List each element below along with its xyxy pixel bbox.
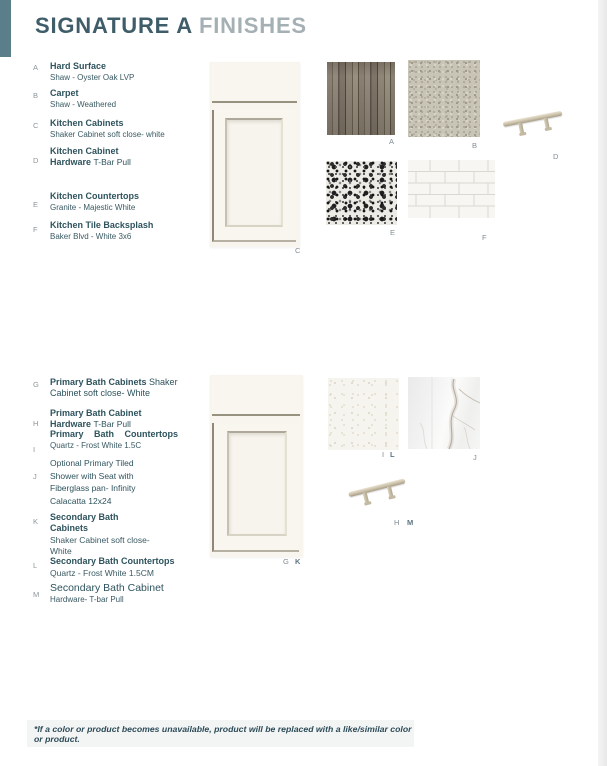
item-title: Kitchen Countertops [50, 191, 139, 201]
tile-backsplash-swatch [408, 160, 495, 218]
item-title-bold: Primary Bath Cabinets [50, 377, 147, 387]
item-title: Carpet [50, 88, 79, 98]
swatch-label-h: H [394, 518, 400, 527]
swatch-label-i: I [382, 450, 385, 459]
item-title-line2-bold: Hardware [50, 157, 92, 167]
hard-surface-flooring-swatch [327, 62, 395, 135]
footer-disclaimer-band [27, 720, 414, 747]
cabinet-door-panel [227, 431, 287, 536]
swatch-label-f: F [482, 233, 487, 242]
item-letter: I [33, 445, 36, 454]
header-accent-bar [0, 0, 11, 57]
swatch-label-d: D [553, 152, 559, 161]
finish-item-e [33, 191, 184, 213]
item-subtitle: Granite - Majestic White [50, 203, 136, 212]
quartz-countertop-swatch [328, 378, 399, 450]
item-letter: H [33, 419, 39, 428]
item-subtitle: Cabinet soft close- White [50, 388, 151, 398]
swatch-label-a: A [389, 137, 395, 146]
cabinet-door-front [212, 110, 296, 242]
item-letter: K [33, 517, 39, 526]
pull-leg [518, 122, 524, 134]
item-letter: M [33, 590, 40, 599]
finish-item-i [33, 429, 178, 454]
item-letter: D [33, 156, 39, 165]
cabinet-door-panel [225, 118, 283, 227]
cabinet-door-front [212, 423, 299, 552]
item-letter: L [33, 561, 38, 570]
page-right-edge [598, 0, 607, 766]
finish-item-g [33, 377, 186, 399]
page-title [35, 13, 307, 39]
pull-bar [348, 478, 405, 497]
item-title: Secondary Bath Cabinets [50, 512, 119, 533]
swatch-label-k: K [295, 557, 301, 566]
bath-tbar-pull-image [346, 469, 420, 524]
item-title-line1: Kitchen Cabinet [50, 146, 119, 156]
item-title: Hard Surface [50, 61, 107, 71]
item-title: Kitchen Tile Backsplash [50, 220, 154, 230]
finish-item-a [33, 61, 184, 83]
item-letter: F [33, 225, 38, 234]
finish-item-b [33, 88, 184, 110]
item-title-tail: Shaker [149, 377, 178, 387]
item-subtitle: Quartz - Frost White 1.5C [50, 441, 142, 450]
swatch-label-e: E [390, 228, 396, 237]
swatch-label-l: L [390, 450, 395, 459]
item-title: Secondary Bath Countertops [50, 556, 175, 566]
item-subtitle: Quartz - Frost White 1.5CM [50, 568, 154, 578]
item-title: Secondary Bath Cabinet [50, 582, 164, 594]
kitchen-tbar-pull-image [501, 102, 569, 149]
finish-item-m [33, 582, 184, 605]
item-letter: A [33, 63, 39, 72]
item-subtitle: Baker Blvd - White 3x6 [50, 232, 132, 241]
finish-item-f [33, 220, 184, 242]
pull-leg [387, 486, 394, 498]
pull-leg [363, 492, 370, 504]
item-subtitle: Shaker Cabinet soft close- White [50, 535, 150, 556]
item-subtitle: Hardware- T-bar Pull [50, 595, 124, 604]
page-title-primary: SIGNATURE A [35, 13, 193, 38]
item-title-line2-bold: Hardware [50, 419, 92, 429]
item-letter: C [33, 121, 39, 130]
pull-bar [503, 111, 563, 127]
item-letter: G [33, 380, 39, 389]
calacatta-shower-tile-swatch [408, 377, 480, 449]
item-title: Primary Bath Countertops [50, 429, 178, 439]
bath-cabinet-door-image [210, 375, 303, 557]
item-letter: J [33, 472, 37, 481]
granite-countertop-swatch [326, 161, 397, 225]
footer-disclaimer-text: *If a color or product becomes unavailable, product will be replaced with a like/similar color or product. [34, 723, 412, 744]
item-title-line2-regular: T-Bar Pull [93, 157, 131, 167]
item-subtitle: Shaker Cabinet soft close- white [50, 130, 165, 139]
item-title [50, 377, 186, 388]
finish-item-d [33, 146, 184, 168]
cabinet-drawer-front [212, 63, 297, 103]
swatch-label-j: J [473, 453, 477, 462]
finish-item-h [33, 408, 184, 430]
item-subtitle: Shaw - Oyster Oak LVP [50, 73, 135, 82]
item-text: Optional Primary Tiled Shower with Seat with Fiberglass pan- Infinity Calacatta 12x24 [50, 458, 136, 506]
finish-item-l [33, 556, 184, 578]
swatch-label-b: B [472, 141, 478, 150]
item-title: Kitchen Cabinets [50, 118, 124, 128]
finish-item-c [33, 118, 184, 140]
pull-leg [544, 117, 550, 129]
item-letter: B [33, 91, 39, 100]
finish-item-j [33, 457, 152, 507]
item-subtitle: Shaw - Weathered [50, 100, 117, 109]
swatch-label-g: G [283, 557, 289, 566]
carpet-swatch [408, 60, 480, 137]
swatch-label-m: M [407, 518, 414, 527]
cabinet-drawer-front [212, 376, 300, 416]
item-title-line2 [50, 157, 184, 168]
marble-veins [408, 377, 480, 449]
swatch-label-c: C [295, 246, 301, 255]
item-title-line2-regular: T-Bar Pull [93, 419, 131, 429]
finish-item-k [33, 512, 156, 557]
page-title-secondary: FINISHES [199, 13, 307, 38]
item-title-line1: Primary Bath Cabinet [50, 408, 142, 418]
kitchen-cabinet-door-image [210, 62, 300, 247]
item-letter: E [33, 200, 39, 209]
